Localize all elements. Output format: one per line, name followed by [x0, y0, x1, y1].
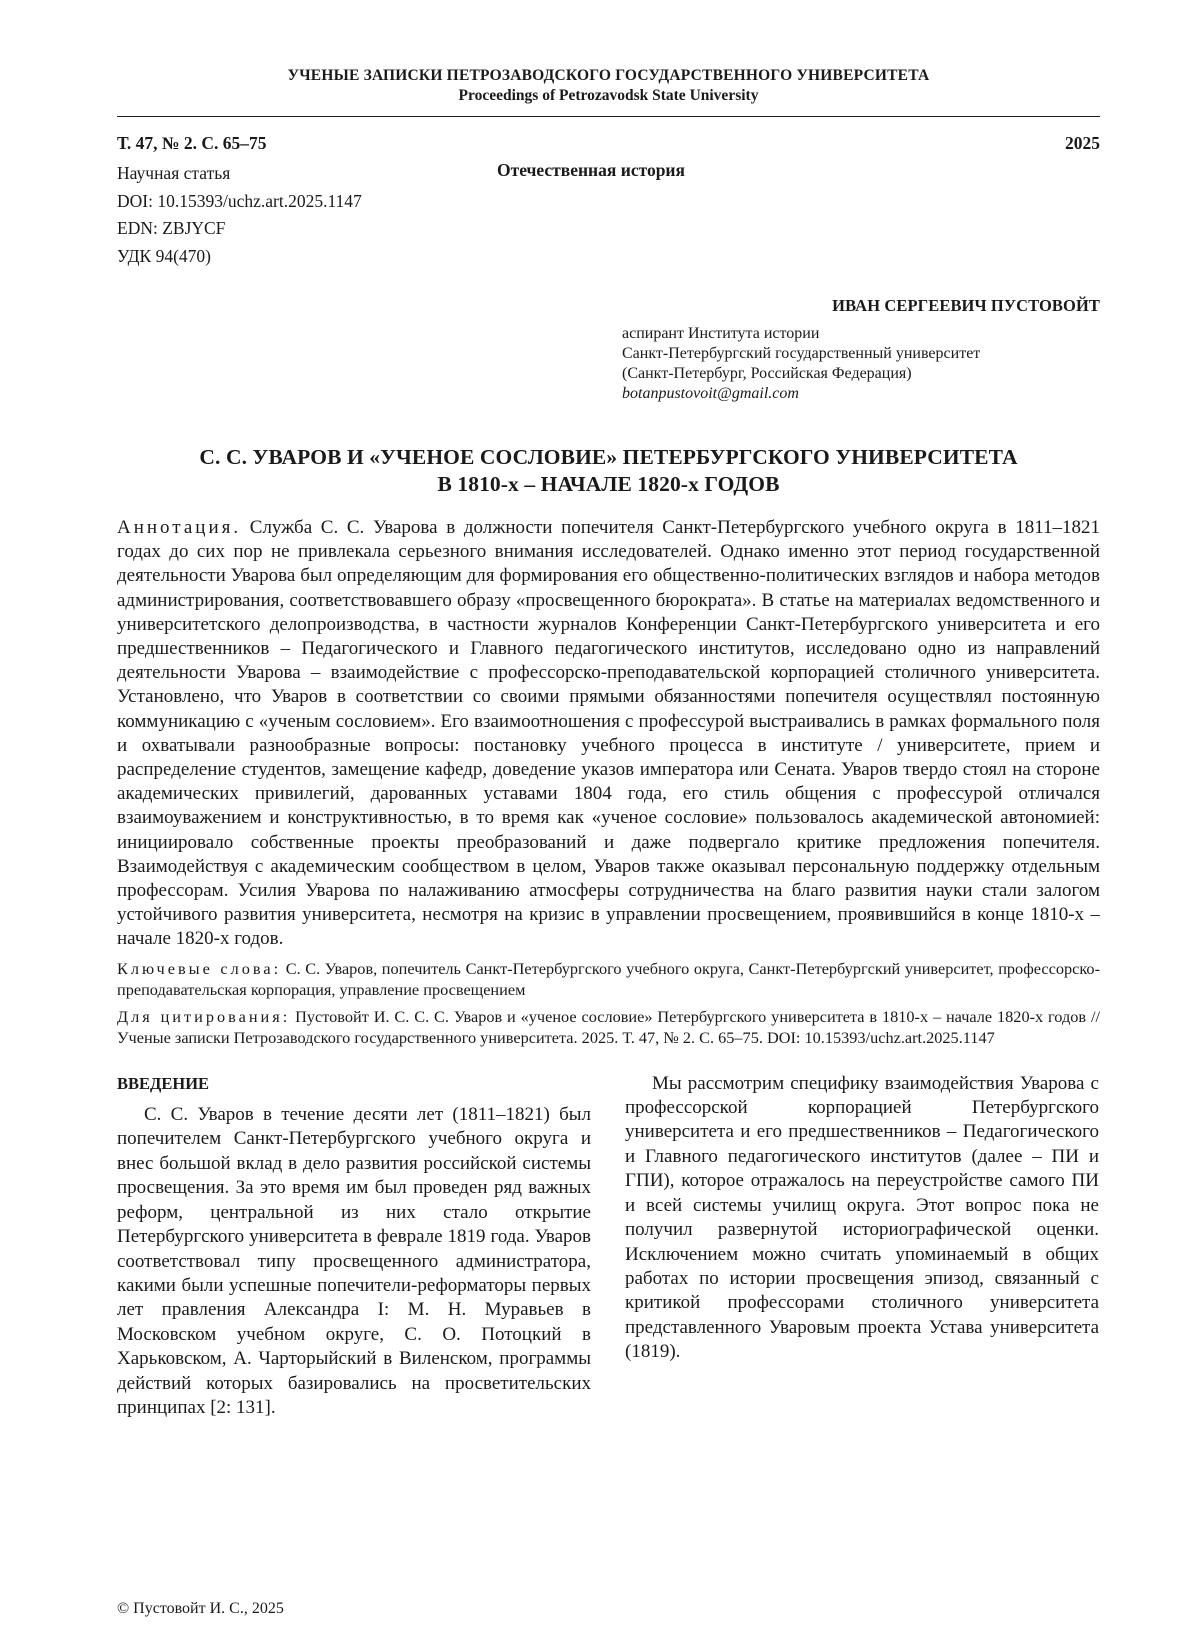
abstract	[117, 516, 1100, 952]
meta-lines	[117, 160, 362, 270]
intro-paragraph-1: С. С. Уваров в течение десяти лет (1811–1821) был попечителем Санкт-Петербургского учебного округа и внес большой вклад в дело развития российской системы просвещения. За это время им был проведен ряд важных реформ, центральной из них стало открытие Петербургского университета в феврале 1819 года. Уваров соответствовал типу просвещенного администратора, какими были успешные попечители-реформаторы первых лет правления Александра I: М. Н. Муравьев в Московском учебном округе, С. О. Потоцкий в Харьковском, А. Чарторыйский в Виленском, программы действий которых базировались на просветительских принципах [2: 131].	[117, 1104, 591, 1418]
abstract-text: Служба С. С. Уварова в должности попечителя Санкт-Петербургского учебного округа в 1811–1821 годах до сих пор не привлекала серьезного внимания исследователей. Однако именно этот период государственной деятельности Уварова был определяющим для формирования его общественно-политических взглядов и набора методов администрирования, соответствовавшего образу «просвещенного бюрократа». В статье на материалах ведомственного и университетского делопроизводства, в частности журналов Конференции Санкт-Петербургского университета и его предшественников – Педагогического и Главного педагогического институтов, исследовано одно из направлений деятельности Уварова – взаимодействие с профессорско-преподавательской корпорацией столичного университета. Установлено, что Уваров в соответствии со своими прямыми обязанностями попечителя осуществлял постоянную коммуникацию с «ученым сословием». Его взаимоотношения с профессурой выстраивались в рамках формального поля и охватывали разнообразные вопросы: постановку учебного процесса в институте / университете, прием и распределение студентов, замещение кафедр, доведение указов императора или Сената. Уваров твердо стоял на стороне академических привилегий, дарованных уставами 1804 года, его стиль общения с профессурой отличался взаимоуважением и конструктивностью, в то время как «ученое сословие» пользовалось академической автономией: инициировало собственные проекты преобразований и даже подвергало критике предложения попечителя. Взаимодействуя с академическим сообществом в целом, Уваров также оказывал персональную поддержку отдельным профессорам. Усилия Уварова по налаживанию атмосферы сотрудничества на благо развития науки стали залогом устойчивого развития университета, несмотря на кризис в управлении просвещением, проявившийся в конце 1810-х – начале 1820-х годов.	[117, 517, 1100, 950]
author-affiliation	[622, 324, 1100, 404]
issue-year: 2025	[1065, 133, 1100, 153]
journal-title-ru: УЧЕНЫЕ ЗАПИСКИ ПЕТРОЗАВОДСКОГО ГОСУДАРСТВЕННОГО УНИВЕРСИТЕТА	[287, 67, 930, 84]
journal-header	[117, 66, 1100, 106]
abstract-label: Аннотация.	[117, 517, 242, 538]
keywords-text: С. С. Уваров, попечитель Санкт-Петербургского учебного округа, Санкт-Петербургский университет, профессорско-преподавательская корпорация, управление просвещением	[117, 958, 1100, 999]
author-name: ИВАН СЕРГЕЕВИЧ ПУСТОВОЙТ	[832, 296, 1100, 315]
author-university: Санкт-Петербургский государственный университет	[622, 345, 981, 362]
title-line-1: С. С. УВАРОВ И «УЧЕНОЕ СОСЛОВИЕ» ПЕТЕРБУРГСКОГО УНИВЕРСИТЕТА	[199, 445, 1018, 469]
udk: УДК 94(470)	[117, 245, 212, 266]
header-divider	[117, 116, 1100, 117]
doi: DOI: 10.15393/uchz.art.2025.1147	[117, 190, 362, 211]
article-title	[117, 444, 1100, 498]
issue-info: Т. 47, № 2. С. 65–75	[117, 133, 267, 153]
author-location: (Санкт-Петербург, Российская Федерация)	[622, 365, 912, 382]
keywords-label: Ключевые слова:	[117, 958, 282, 978]
citation-text: Пустовойт И. С. С. С. Уваров и «ученое сословие» Петербургского университета в 1810-х – начале 1820-х годов // Ученые записки Петрозаводского государственного университета. 2025. Т. 47, № 2. С. 65–75. DOI: 10.15393/uchz.art.2025.1147	[117, 1006, 1100, 1047]
journal-title-en: Proceedings of Petrozavodsk State University	[458, 87, 759, 104]
article-meta	[117, 133, 1100, 288]
article-page	[117, 66, 1100, 1472]
journal-section: Отечественная история	[497, 160, 685, 180]
author-email[interactable]: botanpustovoit@gmail.com	[622, 385, 799, 402]
citation-label: Для цитирования:	[117, 1006, 291, 1026]
left-column	[117, 1072, 591, 1421]
body-columns	[117, 1072, 1100, 1472]
edn: EDN: ZBJYCF	[117, 218, 226, 238]
article-type: Научная статья	[117, 163, 231, 183]
section-heading-introduction: ВВЕДЕНИЕ	[117, 1073, 210, 1093]
author-position: аспирант Института истории	[622, 325, 820, 342]
citation	[117, 1006, 1100, 1048]
keywords	[117, 958, 1100, 1000]
right-column	[625, 1072, 1099, 1365]
intro-paragraph-2: Мы рассмотрим специфику взаимодействия Уварова с профессорской корпорацией Петербургского университета и его предшественников – Педагогического и Главного педагогического институтов (далее – ПИ и ГПИ), которое отражалось на переустройстве самого ПИ и всей системы училищ округа. Этот вопрос пока не получил развернутой историографической оценки. Исключением можно считать упоминаемый в общих работах по истории просвещения эпизод, связанный с критикой профессорами столичного университета представленного Уваровым проекта Устава университета (1819).	[625, 1072, 1099, 1363]
title-line-2: В 1810-х – НАЧАЛЕ 1820-х ГОДОВ	[437, 472, 780, 496]
copyright-notice: © Пустовойт И. С., 2025	[117, 1600, 284, 1617]
